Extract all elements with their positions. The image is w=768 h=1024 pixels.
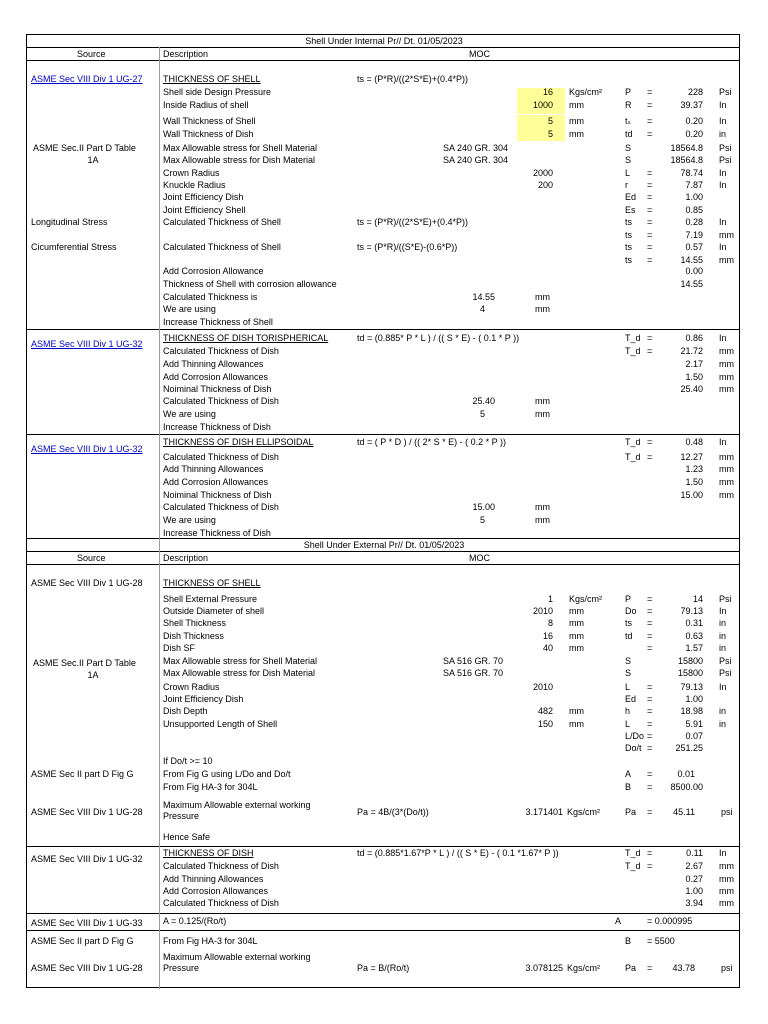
we-using-label: We are using	[163, 304, 216, 314]
row-label: Calculated Thickness of Dish	[163, 346, 279, 356]
source-circumferential: Cicumferential Stress	[31, 242, 117, 252]
row-input-value: 1000	[532, 100, 553, 110]
calc-is-unit: mm	[535, 292, 550, 302]
row-equals: =	[647, 437, 653, 447]
row-label: Joint Efficiency Dish	[163, 192, 244, 202]
a-symbol: A	[625, 769, 632, 779]
row-symbol: S	[625, 668, 632, 678]
row-symbol: T_d	[625, 452, 641, 462]
row-label: Shell External Pressure	[163, 594, 258, 604]
row-label: Add Thinning Allowances	[163, 359, 264, 369]
row-input-value: 16	[542, 631, 553, 641]
row-equals: =	[647, 129, 653, 139]
row-result-unit: In	[719, 100, 727, 110]
row-symbol: ts	[625, 217, 633, 227]
row-equals: =	[647, 594, 653, 604]
tor-calc-label: Calculated Thickness of Dish	[163, 396, 279, 406]
row-symbol: T_d	[625, 848, 641, 858]
row-symbol: T_d	[625, 346, 641, 356]
row-result-unit: mm	[719, 452, 734, 462]
tor-using-label: We are using	[163, 409, 216, 419]
ell-using-unit: mm	[535, 515, 550, 525]
row-symbol: S	[625, 656, 632, 666]
row-result-unit: mm	[719, 359, 734, 369]
tor-using-value: 5	[479, 409, 485, 419]
a-formula: A = 0.125/(Ro/t)	[163, 916, 227, 926]
ell-using-label: We are using	[163, 515, 216, 525]
source-part-d-table: 1A	[87, 155, 99, 165]
row-result-unit: In	[719, 242, 727, 252]
row-result-unit: In	[719, 333, 727, 343]
row-result-unit: in	[719, 643, 727, 653]
ext-dish-heading: THICKNESS OF DISH	[163, 848, 254, 858]
source-part-d-2: ASME Sec.II Part D Table	[33, 658, 136, 668]
row-equals: =	[647, 719, 653, 729]
source-link-ug32-tor[interactable]: ASME Sec VIII Div 1 UG-32	[31, 339, 143, 349]
tor-heading: THICKNESS OF DISH TORISPHERICAL	[163, 333, 329, 343]
row-label: Knuckle Radius	[163, 180, 226, 190]
row-result-unit: In	[719, 180, 727, 190]
row-result-unit: Psi	[719, 143, 732, 153]
row-result-value: 79.13	[680, 682, 703, 692]
if-do-label: If Do/t >= 10	[163, 756, 213, 766]
ell-calc-label: Calculated Thickness of Dish	[163, 502, 279, 512]
row-symbol: ts	[625, 255, 633, 265]
row-result-value: 0.07	[685, 731, 703, 741]
row-result-unit: mm	[719, 230, 734, 240]
ell-heading: THICKNESS OF DISH ELLIPSOIDAL	[163, 437, 314, 447]
row-equals: =	[647, 618, 653, 628]
maw-label-2: Pressure	[163, 811, 200, 821]
pa2-formula: Pa = B/(Ro/t)	[357, 963, 410, 973]
row-result-unit: Psi	[719, 155, 732, 165]
row-material: SA 516 GR. 70	[443, 656, 504, 666]
row-result-unit: in	[719, 719, 727, 729]
we-using-value: 4	[479, 304, 485, 314]
row-result-value: 1.00	[685, 886, 703, 896]
row-result-value: 78.74	[680, 168, 703, 178]
row-equals: =	[647, 192, 653, 202]
from-fig-g-label: From Fig G using L/Do and Do/t	[163, 769, 291, 779]
row-equals: =	[647, 606, 653, 616]
row-result-value: 79.13	[680, 606, 703, 616]
row-result-unit: In	[719, 168, 727, 178]
row-input-unit: mm	[569, 631, 584, 641]
row-input-unit: Kgs/cm²	[569, 594, 603, 604]
row-symbol: L	[625, 168, 631, 178]
row-result-unit: mm	[719, 346, 734, 356]
row-equals: =	[647, 333, 653, 343]
row-input-unit: mm	[569, 643, 584, 653]
row-label: Shell Thickness	[163, 618, 226, 628]
ell-calc-unit: mm	[535, 502, 550, 512]
row-equals: =	[647, 87, 653, 97]
row-equals: =	[647, 694, 653, 704]
row-symbol: ts	[625, 230, 633, 240]
row-input-value: 2000	[532, 168, 553, 178]
header-moc-2: MOC	[469, 553, 490, 563]
row-equals: =	[647, 643, 653, 653]
row-result-unit: in	[719, 631, 727, 641]
b-value: 8500.00	[670, 782, 703, 792]
row-label: Calculated Thickness of Dish	[163, 861, 279, 871]
ell-increase: Increase Thickness of Dish	[163, 528, 271, 538]
row-label: Wall Thickness of Dish	[163, 129, 254, 139]
row-equals: =	[647, 346, 653, 356]
hence-safe: Hence Safe	[163, 832, 211, 842]
row-result-unit: mm	[719, 886, 734, 896]
row-result-value: 18564.8	[670, 143, 703, 153]
row-input-unit: mm	[569, 706, 584, 716]
calc-sheet: Shell Under Internal Pr// Dt. 01/05/2023 Source Description MOC ASME Sec VIII Div 1 UG-27 ASME Sec.II Part D Table 1A Longitudinal Stress Cicumferential Stress ASME Sec VIII Div 1 UG-32 ASME Sec VIII Div 1 UG-32 THICKNESS OF SHELL ts = (P*R)/((2*S*E)+(0.4*P)) Add Corrosion Allowance 0.00 Thickness of Shell with corrosion allowance 14.55 Calculated Thickness is 14.55 mm We are using 4 mm Increase Thickness of Shell THICKNESS OF DISH TORISPHERICAL td = (0.885* P * L ) / (( S * E) - ( 0.1 * P )) Calculated Thickness of Dish 25.40 mm We are using 5 mm Increase Thickness of Dish THICKNESS OF DISH ELLIPSOIDAL td = ( P * D ) / (( 2* S * E) - ( 0.2 * P )) Calculated Thickness of Dish 15.00 mm We are using 5 mm Increase Thickness of Dish Shell Under External Pr// Dt. 01/05/2023 Source Description MOC ASME Sec VIII Div 1 UG-28 ASME Sec.II Part D Table 1A ASME Sec II part D Fig G ASME Sec VIII Div 1 UG-28 ASME Sec VIII Div 1 UG-32 ASME Sec VIII Div 1 UG-33 ASME Sec II part D Fig G ASME Sec VIII Div 1 UG-28 THICKNESS OF SHELL If Do/t >= 10 From Fig G using L/Do and Do/t A = 0.01 From Fig HA-3 for 304L B = 8500.00 Maximum Allowable external working Pressure Pa = 4B/(3*(Do/t)) 3.171401 Kgs/cm² Pa = 45.11 psi Hence Safe THICKNESS OF DISH td = (0.885*1.67*P * L ) / (( S * E) - ( 0.1 *1.67* P )) A = 0.125/(Ro/t) A = 0.000995 From Fig HA-3 for 304L B = 5500 Maximum Allowable external working Pressure Pa = B/(Ro/t) 3.078125 Kgs/cm² Pa = 43.78 psi Shell side Design Pressure 16 Kgs/cm² P = 228 Psi Inside Radius of shell 1000 mm R = 39.37 In Wall Thickness of Shell 5 mm tₛ = 0.20 In Wall Thickness of Dish 5 mm td = 0.20 in Max Allowable stress for Shell Material SA 240 GR. 304 S 18564.8 Psi Max Allowable stress for Dish Material SA 240 GR. 304 S 18564.8 Psi Crown Radius 2000 L = 78.74 In Knuckle Radius 200 r = 7.87 In Joint Efficiency Dish Ed = 1.00 Joint Efficiency Shell Es = 0.85 Calculated Thickness of Shell ts = (P*R)/((2*S*E)+(0.4*P)) ts = 0.28 In ts = 7.19 mm Calculated Thickness of Shell ts = (P*R)/((S*E)-(0.6*P)) ts = 0.57 In ts = 14.55 mm T_d = 0.86 In Calculated Thickness of Dish T_d = 21.72 mm Add Thinning Allowances 2.17 mm Add Corrosion Allowances 1.50 mm Noiminal Thickness of Dish 25.40 mm T_d = 0.48 In Calculated Thickness of Dish T_d = 12.27 mm Add Thinning Allowances 1.23 mm Add Corrosion Allowances 1.50 mm Noiminal Thickness of Dish 15.00 mm Shell External Pressure 1 Kgs/cm² P = 14 Psi Outside Diameter of shell 2010 mm Do = 79.13 In Shell Thickness 8 mm ts = 0.31 in Dish Thickness 16 mm td = 0.63 in Dish SF 40 mm = 1.57 in Max Allowable stress for Shell Material SA 516 GR. 70 S 15800 Psi Max Allowable stress for Dish Material SA 516 GR. 70 S 15800 Psi Crown Radius 2010 L = 79.13 In Joint Efficiency Dish Ed = 1.00 Dish Depth 482 mm h = 18.98 in Unsupported Length of Shell 150 mm L = 5.91 in L/Do = 0.07 Do/t = 251.25 T_d = 0.11 In Calculated Thickness of Dish T_d = 2.67 mm Add Thinning Allowances 0.27 mm Add Corrosion Allowances 1.00 mm Calculated Thickness of Dish 3.94 mm	[26, 34, 740, 988]
row-result-value: 15800	[677, 656, 703, 666]
row-symbol: tₛ	[625, 116, 631, 126]
calc-is-label: Calculated Thickness is	[163, 292, 258, 302]
row-result-value: 0.11	[686, 848, 703, 858]
row-result-value: 18564.8	[670, 155, 703, 165]
row-symbol: T_d	[625, 437, 641, 447]
pa2-result: 43.78	[672, 963, 695, 973]
row-result-value: 1.23	[685, 464, 703, 474]
increase-shell: Increase Thickness of Shell	[163, 317, 273, 327]
row-label: Dish SF	[163, 643, 196, 653]
row-result-value: 0.20	[685, 116, 703, 126]
pa2-value: 3.078125	[525, 963, 563, 973]
source-ug28-c: ASME Sec VIII Div 1 UG-28	[31, 963, 143, 973]
row-label: Calculated Thickness of Dish	[163, 452, 279, 462]
source-ug28-b: ASME Sec VIII Div 1 UG-28	[31, 807, 143, 817]
row-result-value: 39.37	[680, 100, 703, 110]
row-equals: =	[647, 706, 653, 716]
row-label: Crown Radius	[163, 682, 220, 692]
row-label: Crown Radius	[163, 168, 220, 178]
row-input-unit: mm	[569, 116, 584, 126]
row-symbol: R	[625, 100, 632, 110]
row-input-value: 2010	[532, 682, 553, 692]
from-ha3-label: From Fig HA-3 for 304L	[163, 782, 258, 792]
row-result-value: 1.57	[685, 643, 703, 653]
row-label: Add Thinning Allowances	[163, 464, 264, 474]
source-link-ug27[interactable]: ASME Sec VIII Div 1 UG-27	[31, 74, 143, 84]
section-title-external: Shell Under External Pr// Dt. 01/05/2023	[303, 540, 465, 550]
row-input-value: 16	[542, 87, 553, 97]
row-result-unit: In	[719, 437, 727, 447]
row-result-unit: in	[719, 706, 727, 716]
add-corrosion-value: 0.00	[685, 266, 703, 276]
row-result-unit: in	[719, 129, 727, 139]
pa-result-unit: psi	[721, 807, 733, 817]
row-symbol: P	[625, 87, 632, 97]
row-result-value: 0.63	[685, 631, 703, 641]
calc-is-value: 14.55	[472, 292, 495, 302]
row-symbol: Do/t	[625, 743, 642, 753]
row-equals: =	[647, 731, 653, 741]
row-result-value: 7.87	[685, 180, 703, 190]
row-result-value: 3.94	[685, 898, 703, 908]
row-symbol: h	[625, 706, 631, 716]
row-equals: =	[647, 861, 653, 871]
thk-corrosion-label: Thickness of Shell with corrosion allowance	[163, 279, 337, 289]
source-ug33: ASME Sec VIII Div 1 UG-33	[31, 918, 143, 928]
row-symbol: r	[625, 180, 628, 190]
row-label: Inside Radius of shell	[163, 100, 249, 110]
row-formula: ts = (P*R)/((2*S*E)+(0.4*P))	[357, 217, 469, 227]
maw-label-1b: Maximum Allowable external working	[163, 952, 311, 962]
row-result-unit: mm	[719, 384, 734, 394]
row-input-value: 482	[537, 706, 553, 716]
row-input-value: 40	[542, 643, 553, 653]
a2-value: = 0.000995	[647, 916, 693, 926]
row-result-value: 1.50	[685, 477, 703, 487]
row-label: Dish Depth	[163, 706, 208, 716]
tor-increase: Increase Thickness of Dish	[163, 422, 271, 432]
row-result-value: 0.86	[685, 333, 703, 343]
row-label: Max Allowable stress for Shell Material	[163, 656, 318, 666]
row-result-value: 0.31	[685, 618, 703, 628]
row-result-value: 0.20	[685, 129, 703, 139]
b2-symbol: B	[625, 936, 632, 946]
ext-shell-heading: THICKNESS OF SHELL	[163, 578, 261, 588]
row-result-value: 21.72	[680, 346, 703, 356]
row-label: Add Corrosion Allowances	[163, 886, 269, 896]
a-value: 0.01	[677, 769, 695, 779]
row-result-value: 1.00	[685, 694, 703, 704]
row-equals: =	[647, 631, 653, 641]
row-equals: =	[647, 682, 653, 692]
header-moc: MOC	[469, 49, 490, 59]
row-result-value: 15.00	[680, 490, 703, 500]
row-material: SA 240 GR. 304	[443, 143, 509, 153]
row-equals: =	[647, 230, 653, 240]
source-ug28: ASME Sec VIII Div 1 UG-28	[31, 578, 143, 588]
section-title-internal: Shell Under Internal Pr// Dt. 01/05/2023	[305, 36, 463, 46]
row-label: Wall Thickness of Shell	[163, 116, 256, 126]
row-result-unit: in	[719, 618, 727, 628]
row-result-unit: mm	[719, 898, 734, 908]
shell-formula: ts = (P*R)/((2*S*E)+(0.4*P))	[357, 74, 469, 84]
row-input-unit: mm	[569, 129, 584, 139]
row-symbol: L	[625, 719, 631, 729]
maw-label-2b: Pressure	[163, 963, 200, 973]
b-symbol: B	[625, 782, 632, 792]
row-result-value: 25.40	[680, 384, 703, 394]
row-input-unit: Kgs/cm²	[569, 87, 603, 97]
tor-using-unit: mm	[535, 409, 550, 419]
row-result-unit: mm	[719, 490, 734, 500]
row-symbol: L	[625, 682, 631, 692]
header-description: Description	[163, 49, 209, 59]
row-label: Calculated Thickness of Dish	[163, 898, 279, 908]
row-result-value: 0.48	[685, 437, 703, 447]
add-corrosion-label: Add Corrosion Allowance	[163, 266, 264, 276]
row-symbol: T_d	[625, 333, 641, 343]
source-fig-g: ASME Sec II part D Fig G	[31, 769, 134, 779]
source-link-ug32-ell[interactable]: ASME Sec VIII Div 1 UG-32	[31, 444, 143, 454]
maw-label-1: Maximum Allowable external working	[163, 800, 311, 810]
row-label: Joint Efficiency Dish	[163, 694, 244, 704]
row-result-value: 15800	[677, 668, 703, 678]
row-result-value: 18.98	[680, 706, 703, 716]
row-label: Joint Efficiency Shell	[163, 205, 246, 215]
row-result-unit: mm	[719, 874, 734, 884]
pa2-symbol: Pa	[625, 963, 637, 973]
row-result-value: 0.27	[685, 874, 703, 884]
row-equals: =	[647, 242, 653, 252]
row-result-value: 14.55	[680, 255, 703, 265]
ell-using-value: 5	[479, 515, 485, 525]
row-symbol: S	[625, 143, 632, 153]
row-label: Noiminal Thickness of Dish	[163, 384, 272, 394]
ell-formula: td = ( P * D ) / (( 2* S * E) - ( 0.2 * P ))	[357, 437, 506, 447]
row-result-unit: mm	[719, 464, 734, 474]
we-using-unit: mm	[535, 304, 550, 314]
row-result-value: 0.85	[685, 205, 703, 215]
row-label: Calculated Thickness of Shell	[163, 217, 281, 227]
row-symbol: ts	[625, 242, 633, 252]
row-symbol: Es	[625, 205, 636, 215]
row-label: Noiminal Thickness of Dish	[163, 490, 272, 500]
row-result-unit: mm	[719, 372, 734, 382]
row-material: SA 516 GR. 70	[443, 668, 504, 678]
row-symbol: ts	[625, 618, 633, 628]
row-input-unit: mm	[569, 719, 584, 729]
row-label: Calculated Thickness of Shell	[163, 242, 281, 252]
row-label: Dish Thickness	[163, 631, 224, 641]
row-label: Max Allowable stress for Dish Material	[163, 155, 316, 165]
row-label: Add Corrosion Allowances	[163, 477, 269, 487]
pa2-result-unit: psi	[721, 963, 733, 973]
ell-calc-value: 15.00	[472, 502, 495, 512]
row-symbol: P	[625, 594, 632, 604]
row-symbol: Ed	[625, 192, 637, 202]
row-result-value: 14	[692, 594, 703, 604]
pa2-unit: Kgs/cm²	[567, 963, 601, 973]
row-result-value: 0.28	[685, 217, 703, 227]
from-ha3b-label: From Fig HA-3 for 304L	[163, 936, 258, 946]
tor-calc-unit: mm	[535, 396, 550, 406]
row-symbol: td	[625, 631, 633, 641]
row-result-unit: mm	[719, 255, 734, 265]
pa-value: 3.171401	[525, 807, 563, 817]
row-equals: =	[647, 452, 653, 462]
tor-calc-value: 25.40	[472, 396, 495, 406]
shell-heading: THICKNESS OF SHELL	[163, 74, 261, 84]
source-fig-g-2: ASME Sec II part D Fig G	[31, 936, 134, 946]
row-symbol: td	[625, 129, 633, 139]
b2-value: = 5500	[647, 936, 675, 946]
row-result-unit: mm	[719, 477, 734, 487]
row-result-unit: Psi	[719, 668, 732, 678]
row-equals: =	[647, 116, 653, 126]
source-part-d-table-2: 1A	[87, 670, 99, 680]
row-formula: ts = (P*R)/((S*E)-(0.6*P))	[357, 242, 458, 252]
row-result-value: 1.50	[685, 372, 703, 382]
row-result-value: 1.00	[685, 192, 703, 202]
row-symbol: L/Do	[625, 731, 645, 741]
source-longitudinal: Longitudinal Stress	[31, 217, 108, 227]
row-symbol: T_d	[625, 861, 641, 871]
row-symbol: S	[625, 155, 632, 165]
row-result-unit: In	[719, 217, 727, 227]
row-equals: =	[647, 205, 653, 215]
row-result-unit: mm	[719, 861, 734, 871]
row-result-unit: Psi	[719, 656, 732, 666]
pa-result: 45.11	[673, 807, 695, 817]
source-part-d: ASME Sec.II Part D Table	[33, 143, 136, 153]
row-input-value: 150	[537, 719, 553, 729]
row-result-unit: In	[719, 116, 727, 126]
header-source: Source	[77, 49, 106, 59]
row-result-unit: In	[719, 848, 727, 858]
row-equals: =	[647, 180, 653, 190]
row-equals: =	[647, 255, 653, 265]
row-result-value: 0.57	[685, 242, 703, 252]
row-equals: =	[647, 848, 653, 858]
source-ug32-2: ASME Sec VIII Div 1 UG-32	[31, 854, 143, 864]
row-input-unit: mm	[569, 618, 584, 628]
row-label: Outside Diameter of shell	[163, 606, 265, 616]
row-symbol: Ed	[625, 694, 637, 704]
header-source-2: Source	[77, 553, 106, 563]
row-result-value: 7.19	[685, 230, 703, 240]
row-result-unit: Psi	[719, 87, 732, 97]
row-input-value: 5	[547, 116, 553, 126]
row-result-value: 228	[687, 87, 703, 97]
row-result-value: 12.27	[680, 452, 703, 462]
row-material: SA 240 GR. 304	[443, 155, 509, 165]
row-label: Max Allowable stress for Shell Material	[163, 143, 318, 153]
row-input-value: 2010	[532, 606, 553, 616]
row-result-value: 5.91	[685, 719, 703, 729]
row-label: Add Thinning Allowances	[163, 874, 264, 884]
row-equals: =	[647, 217, 653, 227]
row-label: Max Allowable stress for Dish Material	[163, 668, 316, 678]
row-input-unit: mm	[569, 100, 584, 110]
row-input-value: 5	[547, 129, 553, 139]
row-equals: =	[647, 168, 653, 178]
row-symbol: Do	[625, 606, 637, 616]
row-label: Unsupported Length of Shell	[163, 719, 278, 729]
thk-corrosion-value: 14.55	[680, 279, 703, 289]
row-label: Add Corrosion Allowances	[163, 372, 269, 382]
pa-formula: Pa = 4B/(3*(Do/t))	[357, 807, 429, 817]
row-input-unit: mm	[569, 606, 584, 616]
ext-dish-formula: td = (0.885*1.67*P * L ) / (( S * E) - ( 0.1 *1.67* P ))	[357, 848, 559, 858]
row-equals: =	[647, 743, 653, 753]
row-equals: =	[647, 100, 653, 110]
row-label: Shell side Design Pressure	[163, 87, 272, 97]
row-result-value: 2.67	[685, 861, 703, 871]
header-description-2: Description	[163, 553, 209, 563]
pa-unit: Kgs/cm²	[567, 807, 601, 817]
row-input-value: 200	[537, 180, 553, 190]
row-result-unit: In	[719, 606, 727, 616]
row-result-unit: In	[719, 682, 727, 692]
row-result-value: 2.17	[685, 359, 703, 369]
row-result-unit: Psi	[719, 594, 732, 604]
row-input-value: 1	[547, 594, 553, 604]
a2-symbol: A	[615, 916, 622, 926]
pa-symbol: Pa	[625, 807, 637, 817]
tor-formula: td = (0.885* P * L ) / (( S * E) - ( 0.1 * P ))	[357, 333, 520, 343]
row-result-value: 251.25	[675, 743, 703, 753]
row-input-value: 8	[547, 618, 553, 628]
